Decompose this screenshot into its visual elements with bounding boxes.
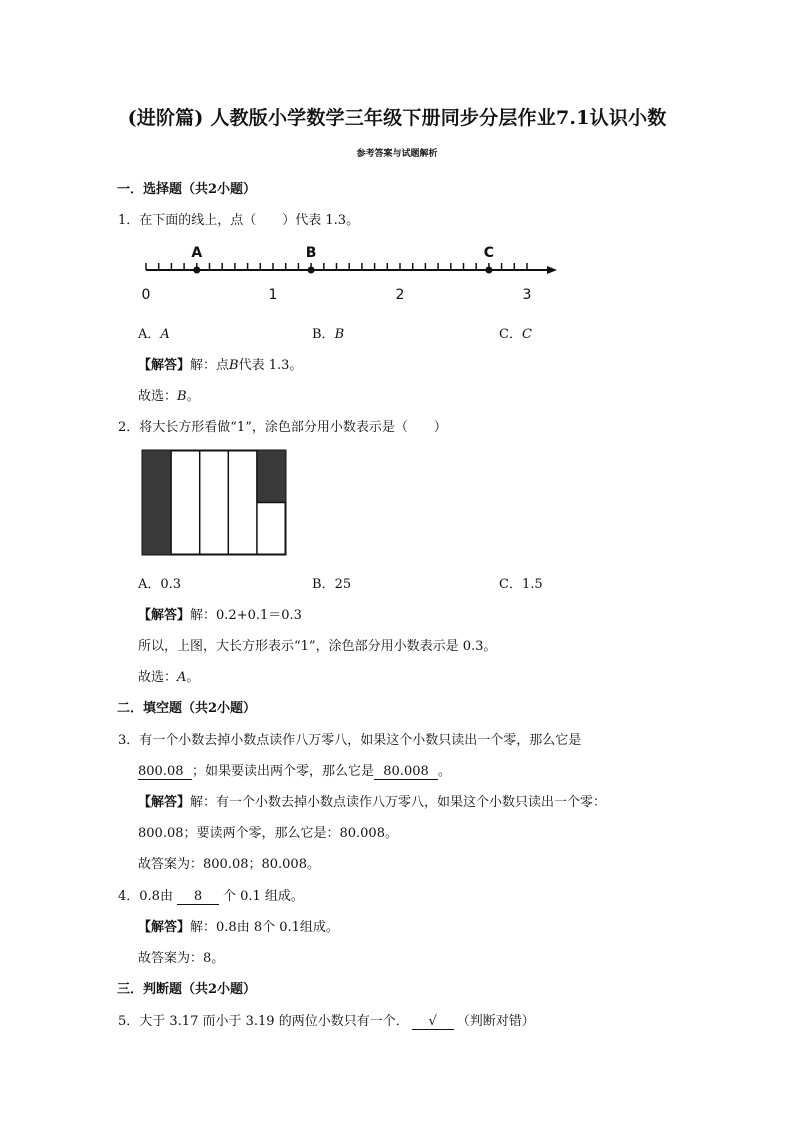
question-3-solution-continued: 800.08；要读两个零，那么它是：80.008。: [138, 826, 398, 841]
axis-arrow-icon: [547, 266, 557, 274]
section-heading-fill: 二．填空题（共2小题）: [117, 701, 257, 716]
tick-label: 3: [522, 287, 532, 303]
shaded-column: [143, 451, 172, 555]
solution-variable: B: [229, 358, 239, 373]
option-prefix: C．: [499, 327, 522, 342]
question-2-stem: 2．将大长方形看做“1”，涂色部分用小数表示是（ ）: [118, 420, 447, 435]
stem-text: 个 0.1 组成。: [222, 889, 304, 904]
question-3-stem-continued: [138, 760, 451, 780]
question-1-option-a[interactable]: [138, 323, 170, 342]
question-4-stem: [118, 885, 304, 905]
question-3-final: 故答案为：800.08；80.008。: [138, 857, 320, 872]
question-2-choice: [138, 666, 199, 685]
choice-text: 故选：: [138, 389, 178, 404]
option-value: 1.5: [521, 577, 543, 592]
solution-tag: 【解答】: [138, 920, 191, 935]
question-3-solution: [138, 791, 606, 810]
stem-text: 5．大于 3.17 而小于 3.19 的两位小数只有一个．: [118, 1014, 409, 1029]
point-c: [485, 267, 492, 274]
point-b: [308, 267, 315, 274]
option-prefix: A．: [138, 577, 161, 592]
solution-text: 解：有一个小数去掉小数点读作八万零八，如果这个小数只读出一个零：: [190, 795, 607, 810]
rectangle-figure: [141, 449, 289, 557]
solution-text: 代表 1.3。: [238, 358, 303, 373]
option-value: 25: [334, 577, 352, 592]
solution-text: 解：点: [190, 358, 230, 373]
question-1-choice: [138, 385, 200, 404]
option-value: 0.3: [160, 577, 182, 592]
tick-label: 1: [268, 287, 278, 303]
section-heading-judge: 三．判断题（共2小题）: [117, 982, 257, 997]
tick-label: 2: [395, 287, 405, 303]
shaded-half-column: [257, 451, 286, 503]
option-prefix: B．: [312, 327, 335, 342]
option-prefix: B．: [312, 577, 335, 592]
question-1-option-b[interactable]: [312, 323, 344, 342]
question-4-solution: [138, 916, 339, 935]
question-1-option-c[interactable]: [499, 323, 532, 342]
choice-text: 。: [186, 670, 200, 685]
question-2-solution: [138, 604, 302, 623]
point-label: C: [483, 245, 495, 261]
option-value: C: [521, 327, 532, 342]
question-2-option-a[interactable]: [138, 573, 181, 592]
point-label: B: [305, 245, 317, 261]
answer-blank[interactable]: 800.08: [138, 765, 192, 780]
answer-blank[interactable]: 80.008: [374, 765, 438, 780]
section-heading-choice: 一．选择题（共2小题）: [117, 182, 257, 197]
question-2-option-b[interactable]: [312, 573, 351, 592]
stem-text: 。: [438, 764, 452, 779]
page-subtitle: 参考答案与试题解析: [356, 149, 438, 159]
question-4-final: 故答案为：8。: [138, 951, 225, 966]
page-title: (进阶篇) 人教版小学数学三年级下册同步分层作业7.1认识小数: [127, 107, 667, 129]
choice-variable: B: [177, 389, 187, 404]
answer-blank[interactable]: √: [412, 1015, 454, 1030]
choice-variable: A: [177, 670, 187, 685]
question-3-stem: 3．有一个小数去掉小数点读作八万零八，如果这个小数只读出一个零，那么它是: [118, 733, 582, 748]
option-value: B: [334, 327, 345, 342]
stem-text: 4．0.8由: [118, 889, 173, 904]
tick-label: 0: [141, 287, 151, 303]
choice-text: 故选：: [138, 670, 178, 685]
solution-tag: 【解答】: [138, 795, 191, 810]
question-5-stem: [118, 1010, 535, 1030]
number-line-figure: [138, 240, 558, 304]
option-prefix: C．: [499, 577, 522, 592]
question-2-option-c[interactable]: [499, 573, 543, 592]
question-2-explanation: 所以，上图，大长方形表示“1”，涂色部分用小数表示是 0.3。: [138, 639, 497, 654]
option-prefix: A．: [138, 327, 161, 342]
question-1-stem: 1．在下面的线上，点（ ）代表 1.3。: [118, 213, 360, 228]
stem-text: （判断对错）: [456, 1014, 535, 1029]
choice-text: 。: [186, 389, 200, 404]
solution-tag: 【解答】: [138, 358, 191, 373]
point-a: [193, 267, 200, 274]
question-1-solution: [138, 354, 302, 373]
stem-text: ；如果要读出两个零，那么它是: [192, 764, 375, 779]
solution-text: 解：0.2+0.1＝0.3: [190, 608, 302, 623]
option-value: A: [160, 327, 170, 342]
solution-text: 解：0.8由 8个 0.1组成。: [190, 920, 339, 935]
answer-blank[interactable]: 8: [177, 890, 219, 905]
point-label: A: [191, 245, 203, 261]
solution-tag: 【解答】: [138, 608, 191, 623]
